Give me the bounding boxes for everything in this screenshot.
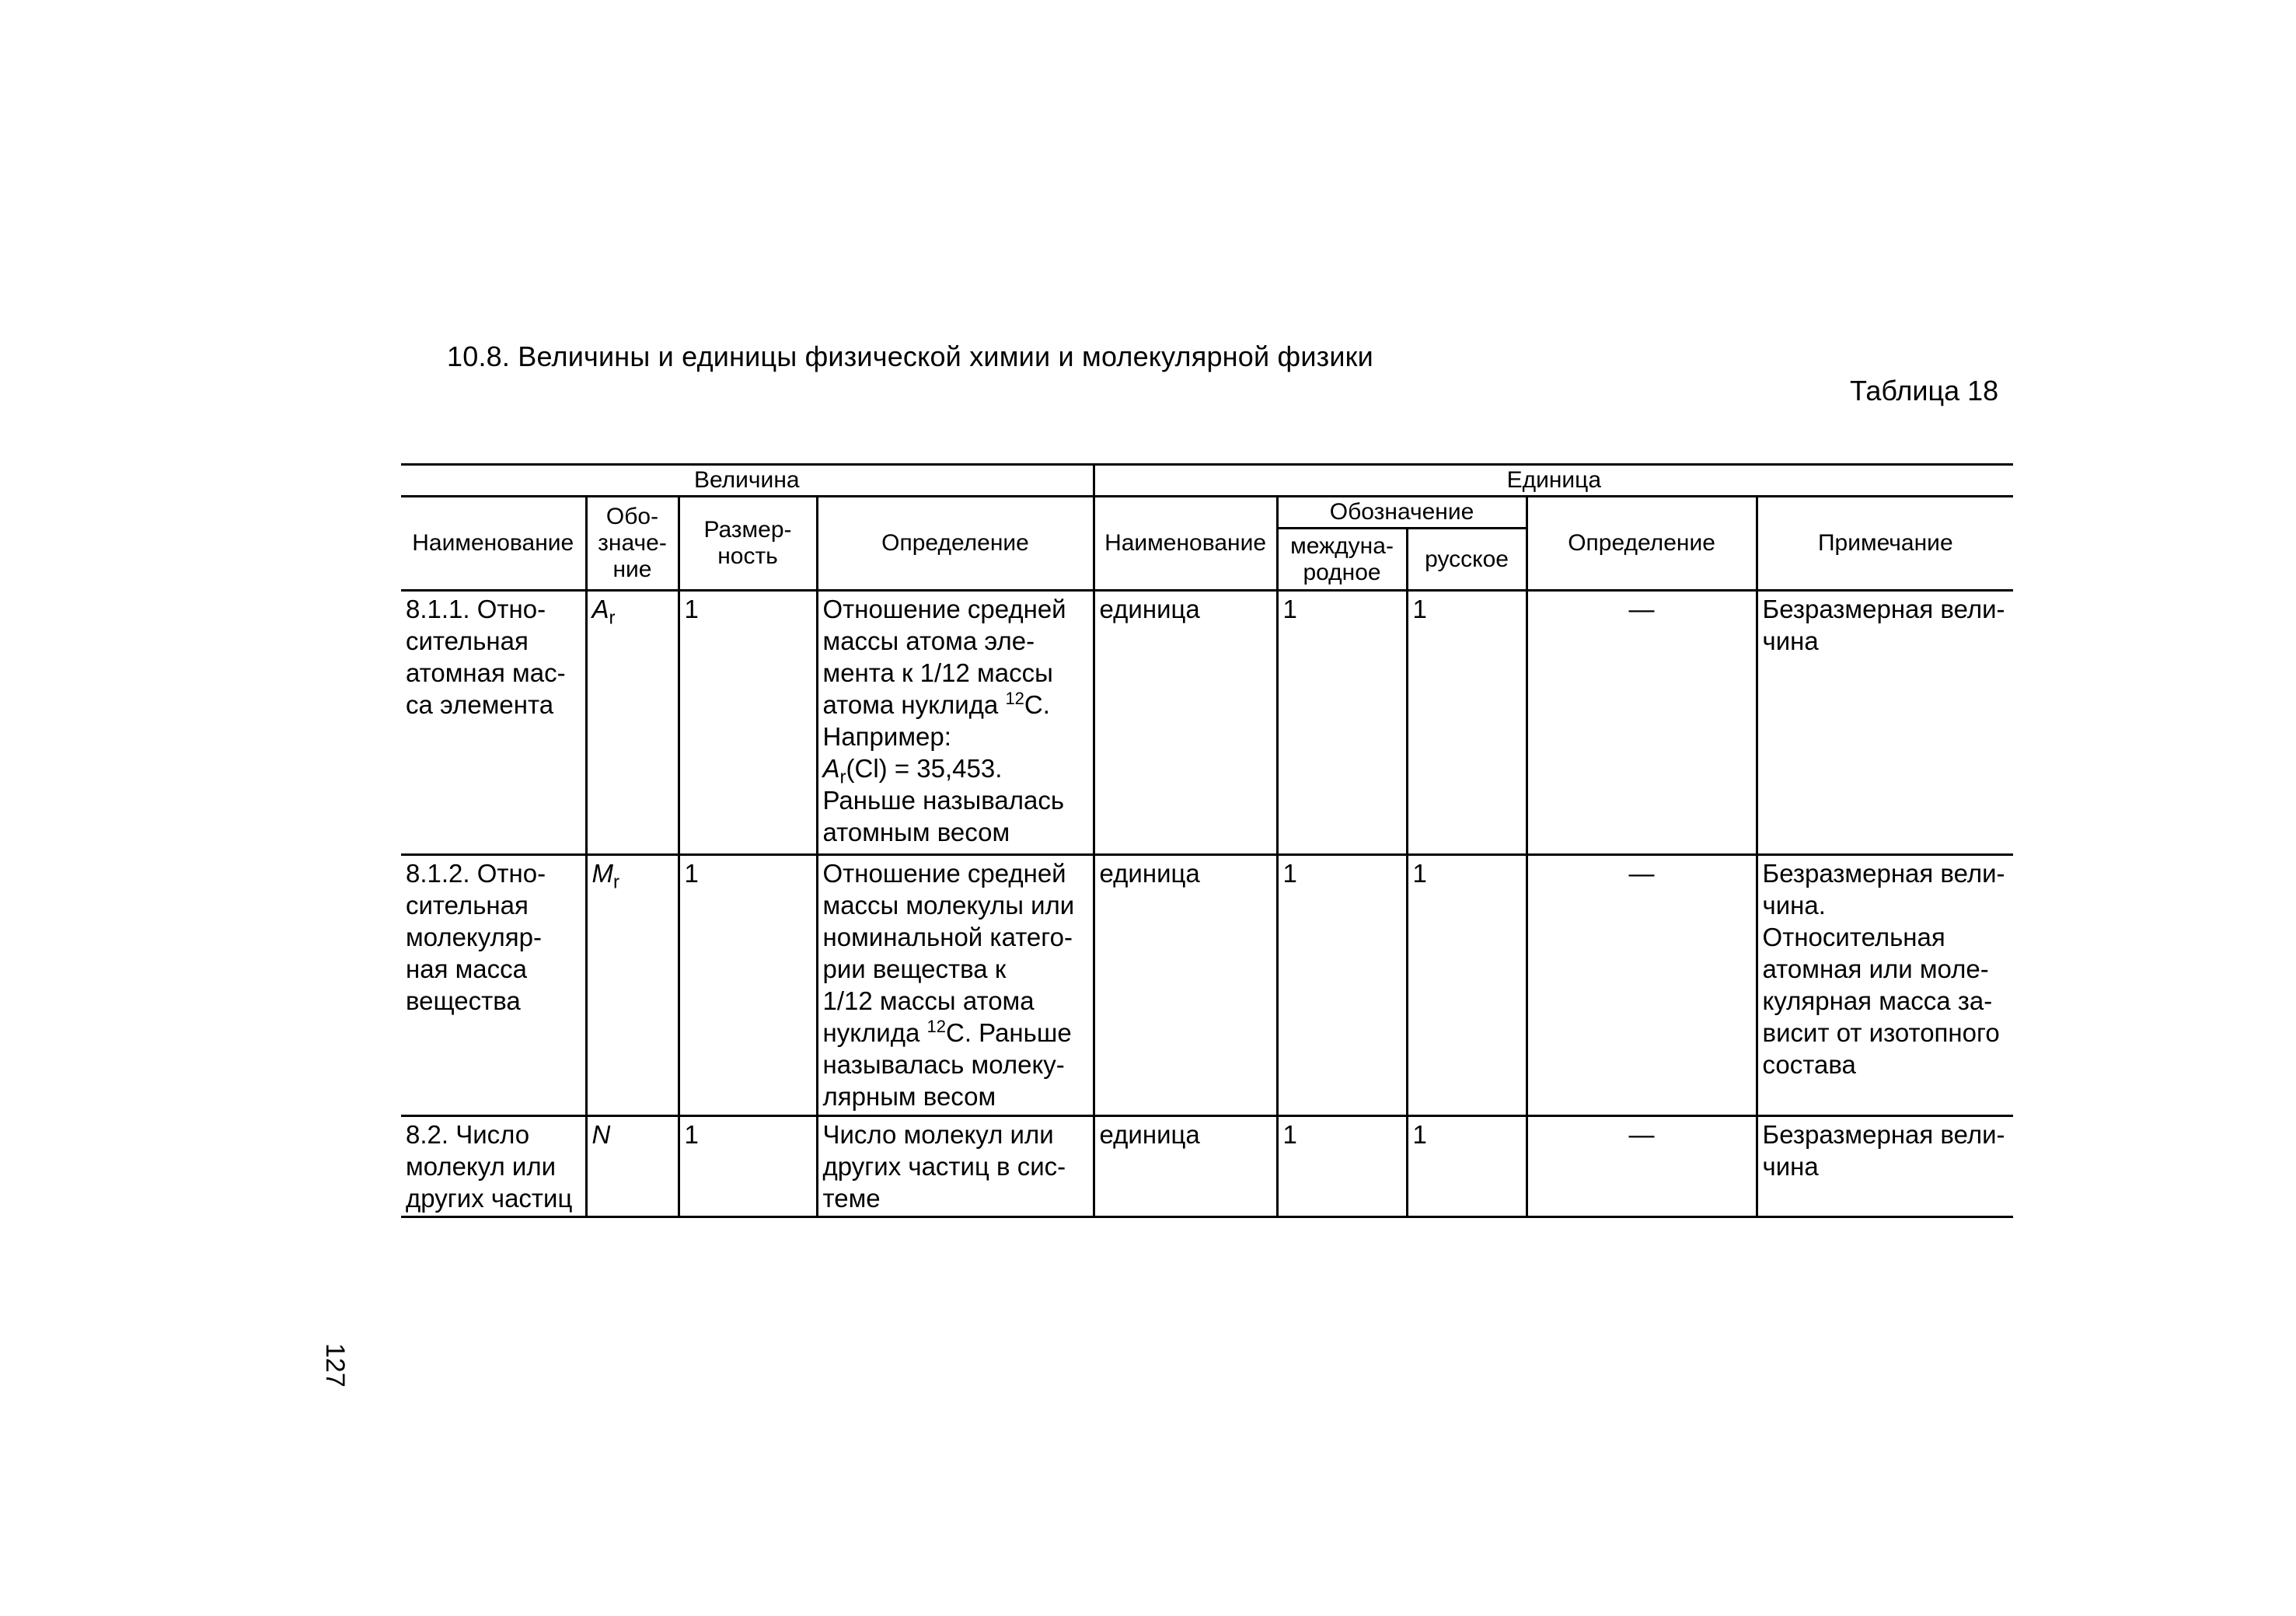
row-note: Безразмерная вели- чина. Относительная атомная или моле- кулярная масса за- висит от изотопного состава: [1757, 855, 2013, 1116]
row-unit-intl: 1: [1277, 1116, 1407, 1217]
row-note: Безразмерная вели- чина: [1757, 591, 2013, 855]
symbol-letter: M: [591, 859, 613, 888]
symbol-subscript: r: [613, 871, 619, 893]
row-quantity-name: 8.2. Число молекул или других частиц: [401, 1116, 586, 1217]
row-quantity-dimension: 1: [679, 591, 817, 855]
quantities-table: [401, 463, 2013, 1218]
row-unit-intl: 1: [1277, 855, 1407, 1116]
row-unit-name: единица: [1094, 855, 1277, 1116]
header-unit-definition: Определение: [1527, 497, 1757, 591]
row-quantity-definition: Число молекул или других частиц в сис- теме: [817, 1116, 1094, 1217]
table-row: [401, 1116, 2013, 1217]
symbol-letter: N: [591, 1120, 611, 1149]
row-note: Безразмерная вели- чина: [1757, 1116, 2013, 1217]
mass-number: 12: [926, 1017, 946, 1036]
row-unit-name: единица: [1094, 591, 1277, 855]
example-value: (Cl) = 35,453.: [846, 754, 1003, 783]
definition-element: С.: [1024, 690, 1050, 719]
row-unit-name: единица: [1094, 1116, 1277, 1217]
section-title: 10.8. Величины и единицы физической химии и молекулярной физики: [447, 340, 1373, 372]
row-quantity-name: 8.1.2. Отно- сительная молекуляр- ная масса вещества: [401, 855, 586, 1116]
header-quantity-definition: Определение: [817, 497, 1094, 591]
definition-text: Отношение средней массы атома эле- мента к 1/12 массы атома нуклида: [822, 595, 1066, 719]
page-number: 127: [320, 1343, 350, 1387]
definition-text: Отношение средней массы молекулы или номинальной катего- рии вещества к 1/12 массы атома нуклида: [822, 859, 1075, 1047]
row-quantity-dimension: 1: [679, 1116, 817, 1217]
mass-number: 12: [1005, 689, 1024, 708]
row-unit-definition: —: [1527, 591, 1757, 855]
row-unit-rus: 1: [1407, 1116, 1527, 1217]
header-unit-symbol-group: Обозначение: [1277, 497, 1527, 529]
row-quantity-definition: [817, 855, 1094, 1116]
row-unit-rus: 1: [1407, 591, 1527, 855]
header-quantity-group: Величина: [401, 465, 1094, 497]
symbol-subscript: r: [609, 607, 616, 629]
example-symbol: A: [822, 754, 840, 783]
header-row-groups: [401, 465, 2013, 497]
header-unit-name: Наименование: [1094, 497, 1277, 591]
header-unit-note: Примечание: [1757, 497, 2013, 591]
header-quantity-name: Наименование: [401, 497, 586, 591]
header-unit-symbol-rus: русское: [1407, 529, 1527, 591]
row-quantity-symbol: [586, 855, 679, 1116]
row-quantity-symbol: [586, 591, 679, 855]
row-quantity-definition: [817, 591, 1094, 855]
definition-element: С. Раньше называлась молеку- лярным весом: [822, 1018, 1072, 1111]
symbol-letter: A: [591, 595, 609, 623]
row-unit-definition: —: [1527, 1116, 1757, 1217]
row-quantity-name: 8.1.1. Отно- сительная атомная мас- са элемента: [401, 591, 586, 855]
definition-example-label: Например:: [822, 722, 951, 751]
example-subscript: r: [839, 766, 846, 788]
row-unit-intl: 1: [1277, 591, 1407, 855]
header-quantity-symbol: Обо- значе- ние: [586, 497, 679, 591]
row-quantity-dimension: 1: [679, 855, 817, 1116]
table-row: [401, 855, 2013, 1116]
table-row: [401, 591, 2013, 855]
header-unit-symbol-intl: междуна- родное: [1277, 529, 1407, 591]
table-label: Таблица 18: [1850, 375, 1999, 407]
header-unit-group: Единица: [1094, 465, 2013, 497]
header-quantity-dimension: Размер- ность: [679, 497, 817, 591]
header-row-columns: [401, 497, 2013, 529]
row-unit-rus: 1: [1407, 855, 1527, 1116]
definition-note: Раньше называлась атомным весом: [822, 786, 1065, 846]
row-unit-definition: —: [1527, 855, 1757, 1116]
row-quantity-symbol: [586, 1116, 679, 1217]
